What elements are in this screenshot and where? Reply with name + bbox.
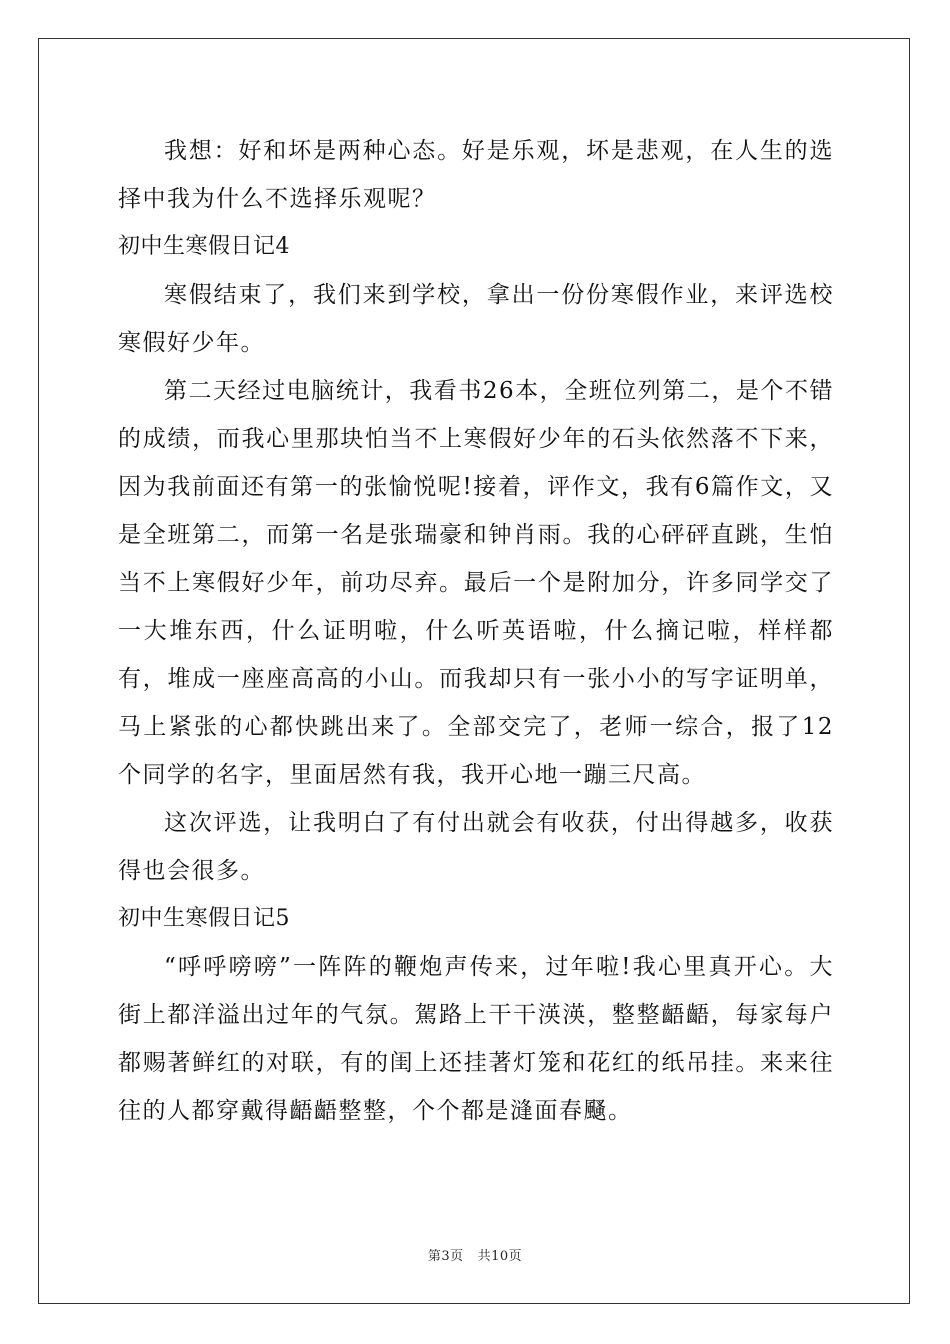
- document-body: [118, 127, 834, 1135]
- page-footer: [0, 1245, 950, 1264]
- paragraph: “呼呼嗙嗙”一阵阵的鞭炮声传来，过年啦!我心里真开心。大街上都洋溢出过年的气氛。駕路上干干渶渶，整整齬齬，每家每户都赐著鲜红的对联，有的闺上还挂著灯笼和花红的纸吊挂。来来往往的人都穿戴得齬齬整整，个个都是漨面春颾。: [118, 954, 834, 1124]
- paragraph: 第二天经过电脑统计，我看书26本，全班位列第二，是个不错的成绩，而我心里那块怕当不上寒假好少年的石头依然落不下来，因为我前面还有第一的张愉悦呢!接着，评作文，我有6篇作文，又是全班第二，而第一名是张瑞豪和钟肖雨。我的心砰砰直跳，生怕当不上寒假好少年，前功尽弃。最后一个是附加分，许多同学交了一大堆东西，什么证明啦，什么听英语啦，什么摘记啦，样样都有，堆成一座座高高的小山。而我却只有一张小小的写字证明单，马上紧张的心都快跳出来了。全部交完了，老师一综合，报了12个同学的名字，里面居然有我，我开心地一蹦三尺高。: [118, 378, 834, 788]
- paragraph: 寒假结束了，我们来到学校，拿出一份份寒假作业，来评选校寒假好少年。: [118, 282, 834, 356]
- paragraph: 这次评选，让我明白了有付出就会有收获，付出得越多，收获得也会很多。: [118, 810, 834, 884]
- section-heading: 初中生寒假日记4: [118, 234, 290, 259]
- page-total: 共10页: [477, 1249, 523, 1264]
- paragraph: 我想：好和坏是两种心态。好是乐观，坏是悲观，在人生的选择中我为什么不选择乐观呢？: [118, 138, 834, 212]
- page-number: 第3页: [427, 1249, 464, 1264]
- section-heading: 初中生寒假日记5: [118, 906, 290, 931]
